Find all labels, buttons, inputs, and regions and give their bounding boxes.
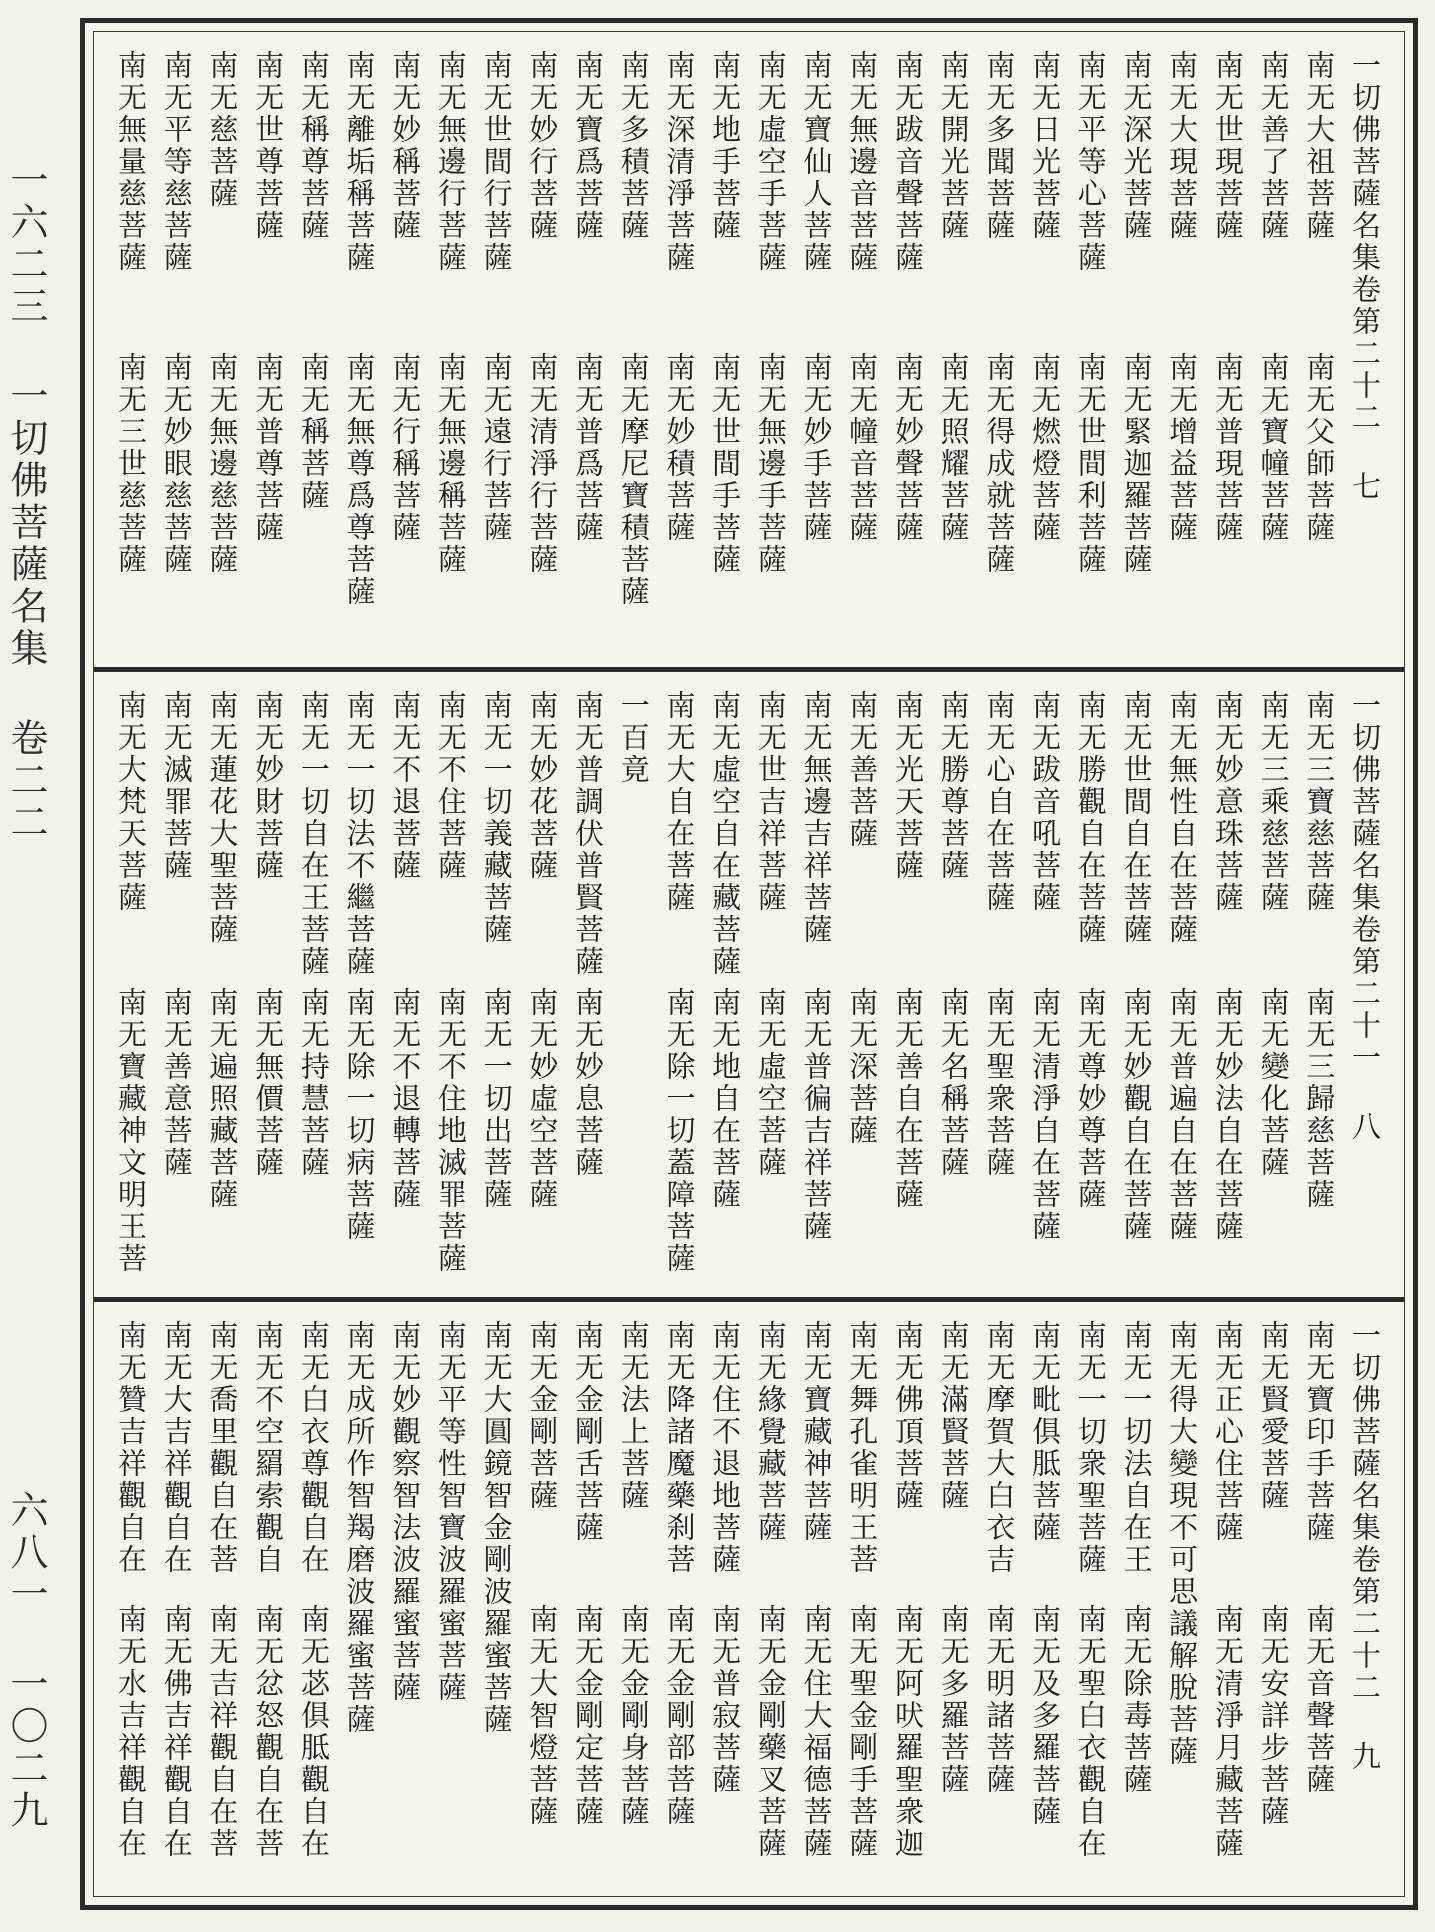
name-upper: 南无世尊菩薩 [251,50,286,242]
name-lower: 南无普徧吉祥菩薩 [799,986,834,1243]
columns [114,1320,1382,1888]
name-lower: 南无苾俱胝觀自在 [296,1604,331,1860]
name-lower: 南无三歸慈菩薩 [1302,986,1337,1211]
text-column [1074,50,1108,653]
name-upper: 南无妙觀察智法波羅蜜菩薩 [388,1320,423,1704]
text-column [1302,50,1336,653]
text-column [617,1320,651,1888]
name-lower: 南无聖白衣觀自在 [1073,1604,1108,1860]
name-lower: 南无無尊爲尊菩薩 [342,351,377,608]
name-upper: 南无成所作智羯磨波羅蜜菩薩 [342,1320,377,1736]
name-upper: 南无虛空手菩薩 [753,50,788,274]
text-column [434,50,468,653]
name-lower: 南无妙積菩薩 [662,351,697,544]
name-upper: 南无一切法自在王 [1119,1320,1154,1576]
text-column [662,690,696,1283]
text-column [1348,1320,1382,1888]
name-lower: 南无多羅菩薩 [936,1604,971,1796]
name-upper: 南无慈菩薩 [205,50,240,210]
name-upper: 南无不住菩薩 [433,690,468,882]
name-upper: 南无寶藏神菩薩 [799,1320,834,1544]
name-lower: 南无父師菩薩 [1302,351,1337,544]
name-lower: 南无世間利菩薩 [1073,351,1108,576]
name-upper: 南无勝尊菩薩 [936,690,971,882]
text-column [1211,50,1245,653]
text-column [1119,50,1153,653]
name-lower: 南无阿吠羅聖衆迦 [890,1604,925,1860]
text-column [891,690,925,1283]
name-lower: 南无聖金剛手菩薩 [845,1604,880,1860]
name-upper: 南无無邊吉祥菩薩 [799,690,834,946]
name-upper: 南无降諸魔藥刹菩 [662,1320,697,1576]
name-lower: 南无明諸菩薩 [982,1604,1017,1796]
name-upper: 南无得大變現不可思議解脫菩薩 [1165,1320,1200,1768]
name-upper: 南无虛空自在藏菩薩 [708,690,743,978]
name-upper: 南无大吉祥觀自在 [159,1320,194,1576]
name-lower: 南无清淨月藏菩薩 [1210,1604,1245,1860]
text-column [388,50,422,653]
text-column [251,690,285,1283]
name-upper: 南无一切自在王菩薩 [296,690,331,978]
text-column [845,1320,879,1888]
name-upper: 南无滅罪菩薩 [159,690,194,882]
name-lower: 南无普寂菩薩 [708,1604,743,1796]
name-upper: 南无三寶慈菩薩 [1302,690,1337,914]
name-upper: 南无離垢稱菩薩 [342,50,377,274]
name-lower: 南无除一切蓋障菩薩 [662,986,697,1275]
text-column [114,50,148,653]
name-upper: 南无一切衆聖菩薩 [1073,1320,1108,1576]
name-lower: 南无普遍自在菩薩 [1165,986,1200,1243]
text-column [937,1320,971,1888]
name-upper: 南无妙行菩薩 [525,50,560,242]
name-upper: 南无深光菩薩 [1119,50,1154,242]
text-column [1028,690,1062,1283]
text-column [800,690,834,1283]
text-column [251,1320,285,1888]
columns [114,690,1382,1283]
name-lower: 南无名稱菩薩 [936,986,971,1179]
name-upper: 南无大自在菩薩 [662,690,697,914]
name-upper: 南无賢愛菩薩 [1256,1320,1291,1512]
name-lower: 南无尊妙尊菩薩 [1073,986,1108,1211]
name-lower: 南无普尊菩薩 [251,351,286,544]
name-upper: 南无摩賀大白衣吉 [982,1320,1017,1576]
name-lower: 南无緊迦羅菩薩 [1119,351,1154,576]
name-upper: 南无無量慈菩薩 [114,50,148,274]
name-lower: 南无得成就菩薩 [982,351,1017,576]
name-upper: 南无地手菩薩 [708,50,743,242]
name-lower: 南无清淨自在菩薩 [1028,986,1063,1243]
name-upper: 南无世間自在菩薩 [1119,690,1154,946]
text-column [297,690,331,1283]
text-column [114,1320,148,1888]
name-upper: 南无勝觀自在菩薩 [1073,690,1108,946]
text-column [1028,50,1062,653]
text-column [1348,50,1382,653]
name-lower: 南无燃燈菩薩 [1028,351,1063,544]
text-column [1257,690,1291,1283]
name-lower: 南无幢音菩薩 [845,351,880,544]
name-lower: 南无住大福德菩薩 [799,1604,834,1860]
text-column [662,50,696,653]
text-column [1165,50,1199,653]
name-upper: 南无心自在菩薩 [982,690,1017,914]
name-lower: 南无寶藏神文明王菩 [114,986,148,1275]
text-column [1074,1320,1108,1888]
name-upper: 南无住不退地菩薩 [708,1320,743,1576]
text-column [297,50,331,653]
name-lower: 南无除一切病菩薩 [342,986,377,1243]
name-upper: 南无寶仙人菩薩 [799,50,834,274]
name-upper: 南无日光菩薩 [1028,50,1063,242]
name-upper: 一切佛菩薩名集卷第二十二 七 [1347,50,1382,503]
name-upper: 南无一切義藏菩薩 [479,690,514,946]
name-lower: 南无金剛定菩薩 [571,1604,606,1828]
name-upper: 南无大祖菩薩 [1302,50,1337,242]
name-upper: 南无佛頂菩薩 [890,1320,925,1512]
name-upper: 南无平等心菩薩 [1073,50,1108,274]
name-lower: 南无虛空菩薩 [753,986,788,1179]
text-column [891,50,925,653]
name-upper: 南无白衣尊觀自在 [296,1320,331,1576]
name-lower: 南无無邊慈菩薩 [205,351,240,576]
text-column [1028,1320,1062,1888]
name-lower: 南无除毒菩薩 [1119,1604,1154,1796]
text-column [754,50,788,653]
name-lower: 南无金剛部菩薩 [662,1604,697,1828]
name-lower: 南无清淨行菩薩 [525,351,560,576]
text-column [160,50,194,653]
name-upper: 南无世吉祥菩薩 [753,690,788,914]
name-upper: 南无妙意珠菩薩 [1210,690,1245,914]
name-upper: 南无一切法不繼菩薩 [342,690,377,978]
text-column [1165,690,1199,1283]
text-column [1257,1320,1291,1888]
name-upper: 南无金剛菩薩 [525,1320,560,1512]
name-lower: 南无聖衆菩薩 [982,986,1017,1179]
text-column [708,690,742,1283]
name-upper: 南无金剛舌菩薩 [571,1320,606,1544]
name-lower: 南无無價菩薩 [251,986,286,1179]
text-column [525,1320,559,1888]
name-upper: 南无善菩薩 [845,690,880,850]
text-column [571,1320,605,1888]
name-lower: 南无妙聲菩薩 [890,351,925,544]
name-lower: 南无摩尼寶積菩薩 [616,351,651,608]
name-upper: 南无無性自在菩薩 [1165,690,1200,946]
text-column [754,1320,788,1888]
columns [114,50,1382,653]
name-upper: 南无蓮花大聖菩薩 [205,690,240,946]
name-lower: 南无妙眼慈菩薩 [159,351,194,576]
text-column [251,50,285,653]
name-lower: 南无行稱菩薩 [388,351,423,544]
text-column [205,690,239,1283]
name-upper: 南无妙財菩薩 [251,690,286,882]
text-column [662,1320,696,1888]
text-column [1211,1320,1245,1888]
text-column [1257,50,1291,653]
name-upper: 南无寶印手菩薩 [1302,1320,1337,1544]
text-column [297,1320,331,1888]
name-upper: 南无妙花菩薩 [525,690,560,882]
text-column [388,690,422,1283]
text-column [571,50,605,653]
name-lower: 南无妙手菩薩 [799,351,834,544]
name-lower: 南无普現菩薩 [1210,351,1245,544]
margin-note-bottom: 六八一 一〇二九 [4,1490,48,1832]
text-column [1074,690,1108,1283]
name-upper: 南无贊吉祥觀自在 [114,1320,148,1576]
text-column [708,1320,742,1888]
text-column [1165,1320,1199,1888]
name-lower: 南无增益菩薩 [1165,351,1200,544]
name-lower: 南无遠行菩薩 [479,351,514,544]
name-lower: 南无寶幢菩薩 [1256,351,1291,544]
text-column [114,690,148,1283]
name-lower: 南无妙法自在菩薩 [1210,986,1245,1243]
name-upper: 南无三乘慈菩薩 [1256,690,1291,914]
name-lower: 南无妙觀自在菩薩 [1119,986,1154,1243]
name-upper: 一切佛菩薩名集卷第二十二 九 [1347,1320,1382,1773]
text-column [617,50,651,653]
name-lower: 南无三世慈菩薩 [114,351,148,576]
name-upper: 一百竟 [616,690,651,786]
name-upper: 南无無邊音菩薩 [845,50,880,274]
text-column [343,50,377,653]
name-upper: 南无稱尊菩薩 [296,50,331,242]
text-column [525,50,559,653]
text-column [754,690,788,1283]
text-column [571,690,605,1283]
name-lower: 南无妙息菩薩 [571,986,606,1179]
text-column [434,1320,468,1888]
text-column [617,690,651,1283]
name-upper: 南无正心住菩薩 [1210,1320,1245,1544]
name-upper: 南无光天菩薩 [890,690,925,882]
name-lower: 南无地自在菩薩 [708,986,743,1211]
name-upper: 南无舞孔雀明王菩 [845,1320,880,1576]
name-lower: 南无照耀菩薩 [936,351,971,544]
name-upper: 南无跋音聲菩薩 [890,50,925,274]
text-column [800,1320,834,1888]
text-column [937,50,971,653]
name-upper: 南无大現菩薩 [1165,50,1200,242]
text-column [160,690,194,1283]
section-2 [94,672,1404,1302]
name-lower: 南无不退轉菩薩 [388,986,423,1211]
name-upper: 南无緣覺藏菩薩 [753,1320,788,1544]
name-lower: 南无及多羅菩薩 [1028,1604,1063,1828]
name-lower: 南无善自在菩薩 [890,986,925,1211]
name-lower: 南无音聲菩薩 [1302,1604,1337,1796]
name-lower: 南无忿怒觀自在菩 [251,1604,286,1860]
text-column [982,50,1016,653]
text-column [937,690,971,1283]
name-lower: 南无大智燈菩薩 [525,1604,560,1828]
text-column [845,50,879,653]
section-1 [94,32,1404,672]
name-upper: 南无喬里觀自在菩 [205,1320,240,1576]
name-upper: 南无妙稱菩薩 [388,50,423,242]
inner-frame [93,31,1405,1897]
name-upper: 南无平等慈菩薩 [159,50,194,274]
name-lower: 南无安詳步菩薩 [1256,1604,1291,1828]
text-column [480,690,514,1283]
name-upper: 南无善了菩薩 [1256,50,1291,242]
name-lower: 南无金剛身菩薩 [616,1604,651,1828]
name-upper: 南无深清淨菩薩 [662,50,697,274]
text-column [982,1320,1016,1888]
name-upper: 南无開光菩薩 [936,50,971,242]
name-upper: 南无不退菩薩 [388,690,423,882]
text-column [982,690,1016,1283]
text-column [160,1320,194,1888]
name-lower: 南无吉祥觀自在菩 [205,1604,240,1860]
name-upper: 南无普調伏普賢菩薩 [571,690,606,978]
name-upper: 南无世現菩薩 [1210,50,1245,242]
name-upper: 南无多積菩薩 [616,50,651,242]
name-upper: 南无無邊行菩薩 [433,50,468,274]
name-upper: 南无寶爲菩薩 [571,50,606,242]
name-lower: 南无深菩薩 [845,986,880,1147]
text-column [205,50,239,653]
text-column [845,690,879,1283]
name-upper: 南无世間行菩薩 [479,50,514,274]
text-column [525,690,559,1283]
name-upper: 南无法上菩薩 [616,1320,651,1512]
page-frame [80,18,1418,1910]
name-lower: 南无變化菩薩 [1256,986,1291,1179]
name-lower: 南无金剛藥叉菩薩 [753,1604,788,1860]
name-upper: 南无滿賢菩薩 [936,1320,971,1512]
text-column [1211,690,1245,1283]
text-column [800,50,834,653]
name-upper: 南无跋音吼菩薩 [1028,690,1063,914]
name-upper: 南无毗俱胝菩薩 [1028,1320,1063,1544]
name-upper: 南无不空羂索觀自 [251,1320,286,1576]
name-lower: 南无無邊手菩薩 [753,351,788,576]
text-column [1119,690,1153,1283]
text-column [1302,690,1336,1283]
text-column [480,50,514,653]
name-lower: 南无妙虛空菩薩 [525,986,560,1211]
text-column [343,690,377,1283]
text-column [1302,1320,1336,1888]
name-lower: 南无遍照藏菩薩 [205,986,240,1211]
name-lower: 南无一切出菩薩 [479,986,514,1211]
text-column [388,1320,422,1888]
name-lower: 南无不住地滅罪菩薩 [433,986,468,1275]
text-column [434,690,468,1283]
name-lower: 南无普爲菩薩 [571,351,606,544]
text-column [1348,690,1382,1283]
text-column [480,1320,514,1888]
text-column [343,1320,377,1888]
name-lower: 南无善意菩薩 [159,986,194,1179]
name-upper: 南无大梵天菩薩 [114,690,148,914]
name-upper: 南无平等性智寶波羅蜜菩薩 [433,1320,468,1704]
name-upper: 一切佛菩薩名集卷第二十一 八 [1347,690,1382,1143]
section-3 [94,1302,1404,1902]
name-lower: 南无水吉祥觀自在 [114,1604,148,1860]
text-column [891,1320,925,1888]
name-lower: 南无世間手菩薩 [708,351,743,576]
name-upper: 南无大圓鏡智金剛波羅蜜菩薩 [479,1320,514,1736]
name-lower: 南无稱菩薩 [296,351,331,512]
margin-note-top: 一六二三 一切佛菩薩名集 卷二二 [4,160,48,844]
text-column [1119,1320,1153,1888]
text-column [205,1320,239,1888]
name-lower: 南无佛吉祥觀自在 [159,1604,194,1860]
name-lower: 南无持慧菩薩 [296,986,331,1179]
text-column [708,50,742,653]
name-upper: 南无多聞菩薩 [982,50,1017,242]
name-lower: 南无無邊稱菩薩 [433,351,468,576]
